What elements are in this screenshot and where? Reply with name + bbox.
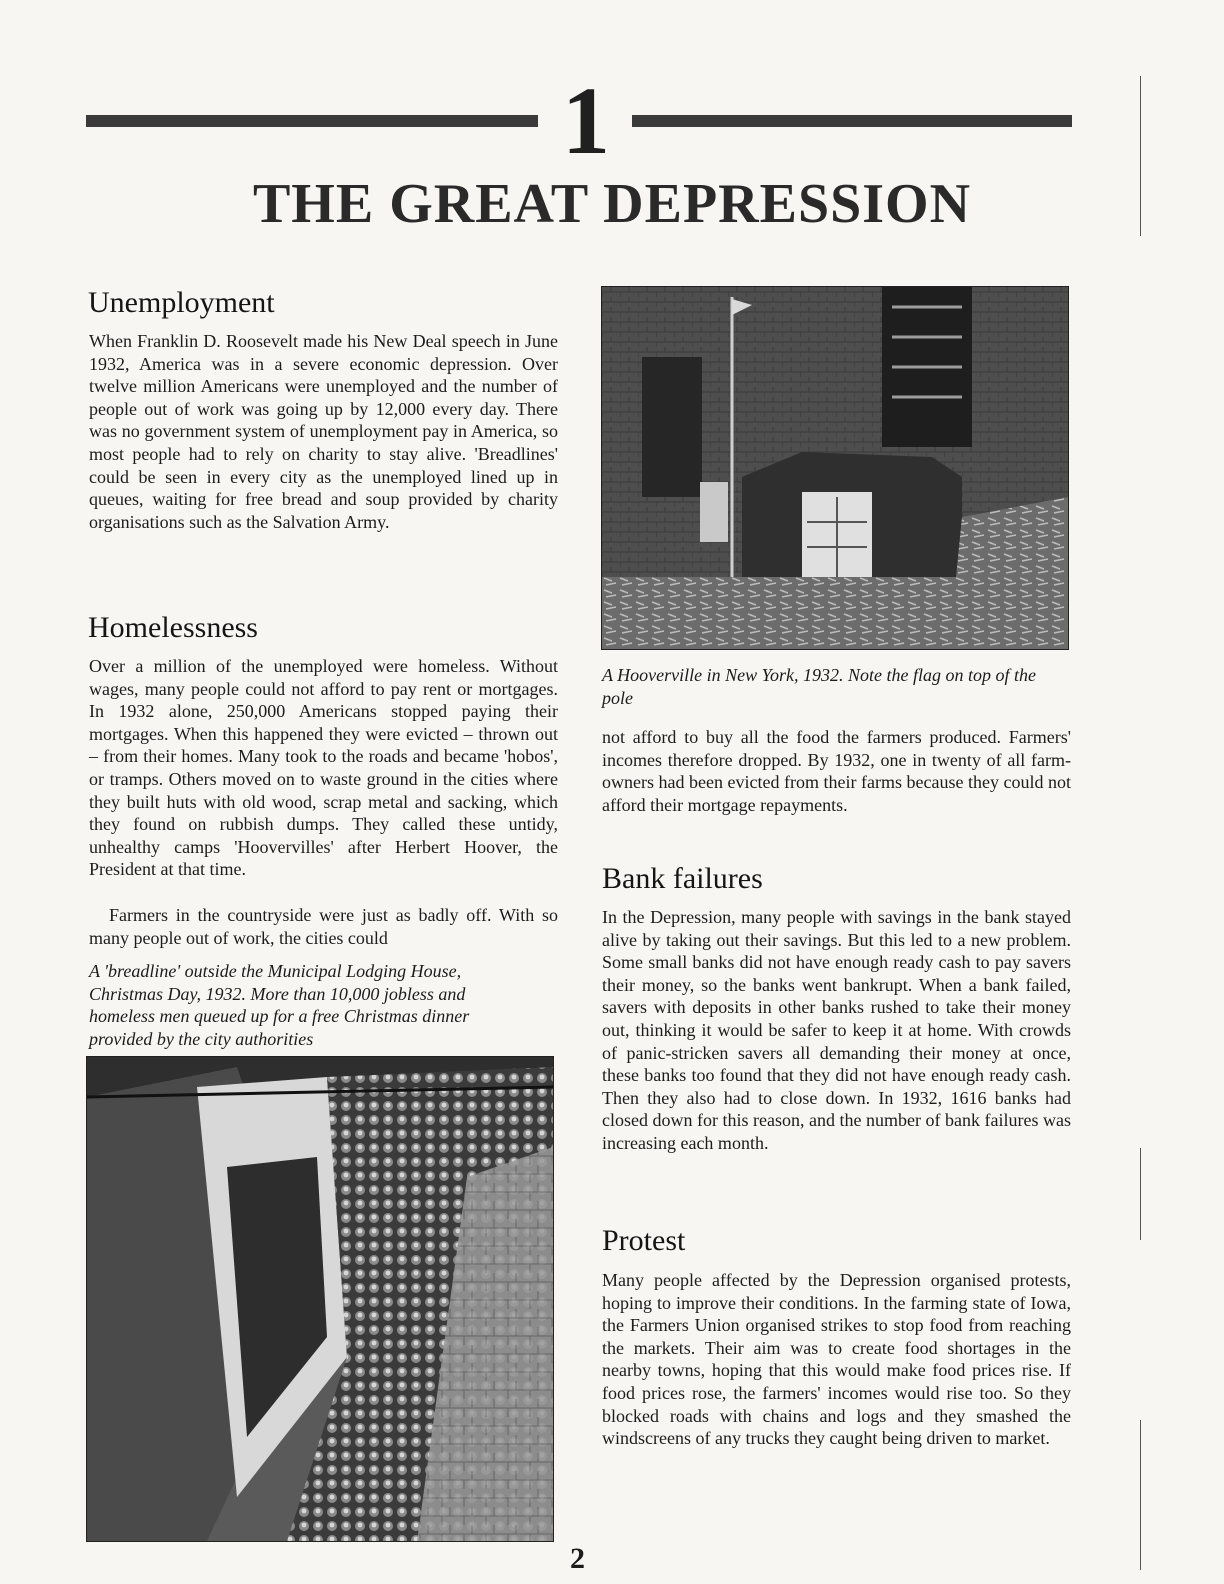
paragraph-bank-failures: In the Depression, many people with savings in the bank stayed alive by taking out their savings. But this led to a new problem. Some small banks did not have enough ready cash to pay savers their money, so the banks went bankrupt. When a bank failed, savers with deposits in other banks rushed to take their money out, thinking it would be safer to keep it at home. With crowds of panic-stricken savers all demanding their money at once, these banks too found that they did not have enough ready cash. Then they also had to close down. In 1932, 1616 banks had closed down for this reason, and the number of bank failures was increasing each month. bbox=[602, 907, 1071, 1153]
heading-bank-failures: Bank failures bbox=[602, 862, 763, 895]
header-rule-left bbox=[86, 115, 538, 127]
page-number: 2 bbox=[570, 1542, 585, 1575]
hooverville-photo bbox=[601, 286, 1069, 650]
heading-homelessness: Homelessness bbox=[88, 611, 258, 644]
caption-breadline: A 'breadline' outside the Municipal Lodging House, Christmas Day, 1932. More than 10,000 jobless and homeless men queued up for a free Christmas dinner provided by the city authorities bbox=[89, 961, 470, 1049]
scan-margin-line bbox=[1140, 1148, 1141, 1240]
caption-hooverville: A Hooverville in New York, 1932. Note the flag on top of the pole bbox=[602, 665, 1036, 708]
breadline-photo-image bbox=[87, 1057, 553, 1541]
paragraph-farmers: Farmers in the countryside were just as badly off. With so many people out of work, the cities could bbox=[89, 905, 558, 948]
heading-unemployment: Unemployment bbox=[88, 286, 275, 319]
header-rule-right bbox=[632, 115, 1072, 127]
paragraph-protest: Many people affected by the Depression organised protests, hoping to improve their conditions. In the farming state of Iowa, the Farmers Union organised strikes to stop food from reaching the markets. Their aim was to create food shortages in the nearby towns, hoping that this would make food prices rise. If food prices rose, the farmers' incomes would rise too. So they blocked roads with chains and logs and they smashed the windscreens of any trucks they caught being driven to market. bbox=[602, 1270, 1071, 1449]
hooverville-photo-image bbox=[602, 287, 1068, 649]
scan-margin-line bbox=[1140, 1420, 1141, 1570]
paragraph-unemployment: When Franklin D. Roosevelt made his New Deal speech in June 1932, America was in a severe economic depression. Over twelve million Americans were unemployed and the number of people out of work was going up by 12,000 every day. There was no government system of unemployment pay in America, so most people had to rely on charity to stay alive. 'Breadlines' could be seen in every city as the unemployed lined up in queues, waiting for free bread and soup provided by charity organisations such as the Salvation Army. bbox=[89, 331, 558, 532]
scan-margin-line bbox=[1140, 76, 1141, 236]
chapter-number: 1 bbox=[562, 67, 610, 174]
paragraph-homelessness: Over a million of the unemployed were homeless. Without wages, many people could not afford to pay rent or mortgages. In 1932 alone, 250,000 Americans stopped paying their mortgages. When this happened they were evicted – thrown out – from their homes. Many took to the roads and became 'hobos', or tramps. Others moved on to waste ground in the cities where they built huts with old wood, scrap metal and sacking, which they found on rubbish dumps. They called these untidy, unhealthy camps 'Hoovervilles' after Herbert Hoover, the President at that time. bbox=[89, 656, 558, 880]
heading-protest: Protest bbox=[602, 1224, 686, 1257]
breadline-photo bbox=[86, 1056, 554, 1542]
chapter-title: THE GREAT DEPRESSION bbox=[252, 173, 972, 235]
paragraph-farmers-continued: not afford to buy all the food the farmers produced. Farmers' incomes therefore dropped. By 1932, one in twenty of all farm-owners had been evicted from their farms because they could not afford their mortgage repayments. bbox=[602, 727, 1071, 815]
